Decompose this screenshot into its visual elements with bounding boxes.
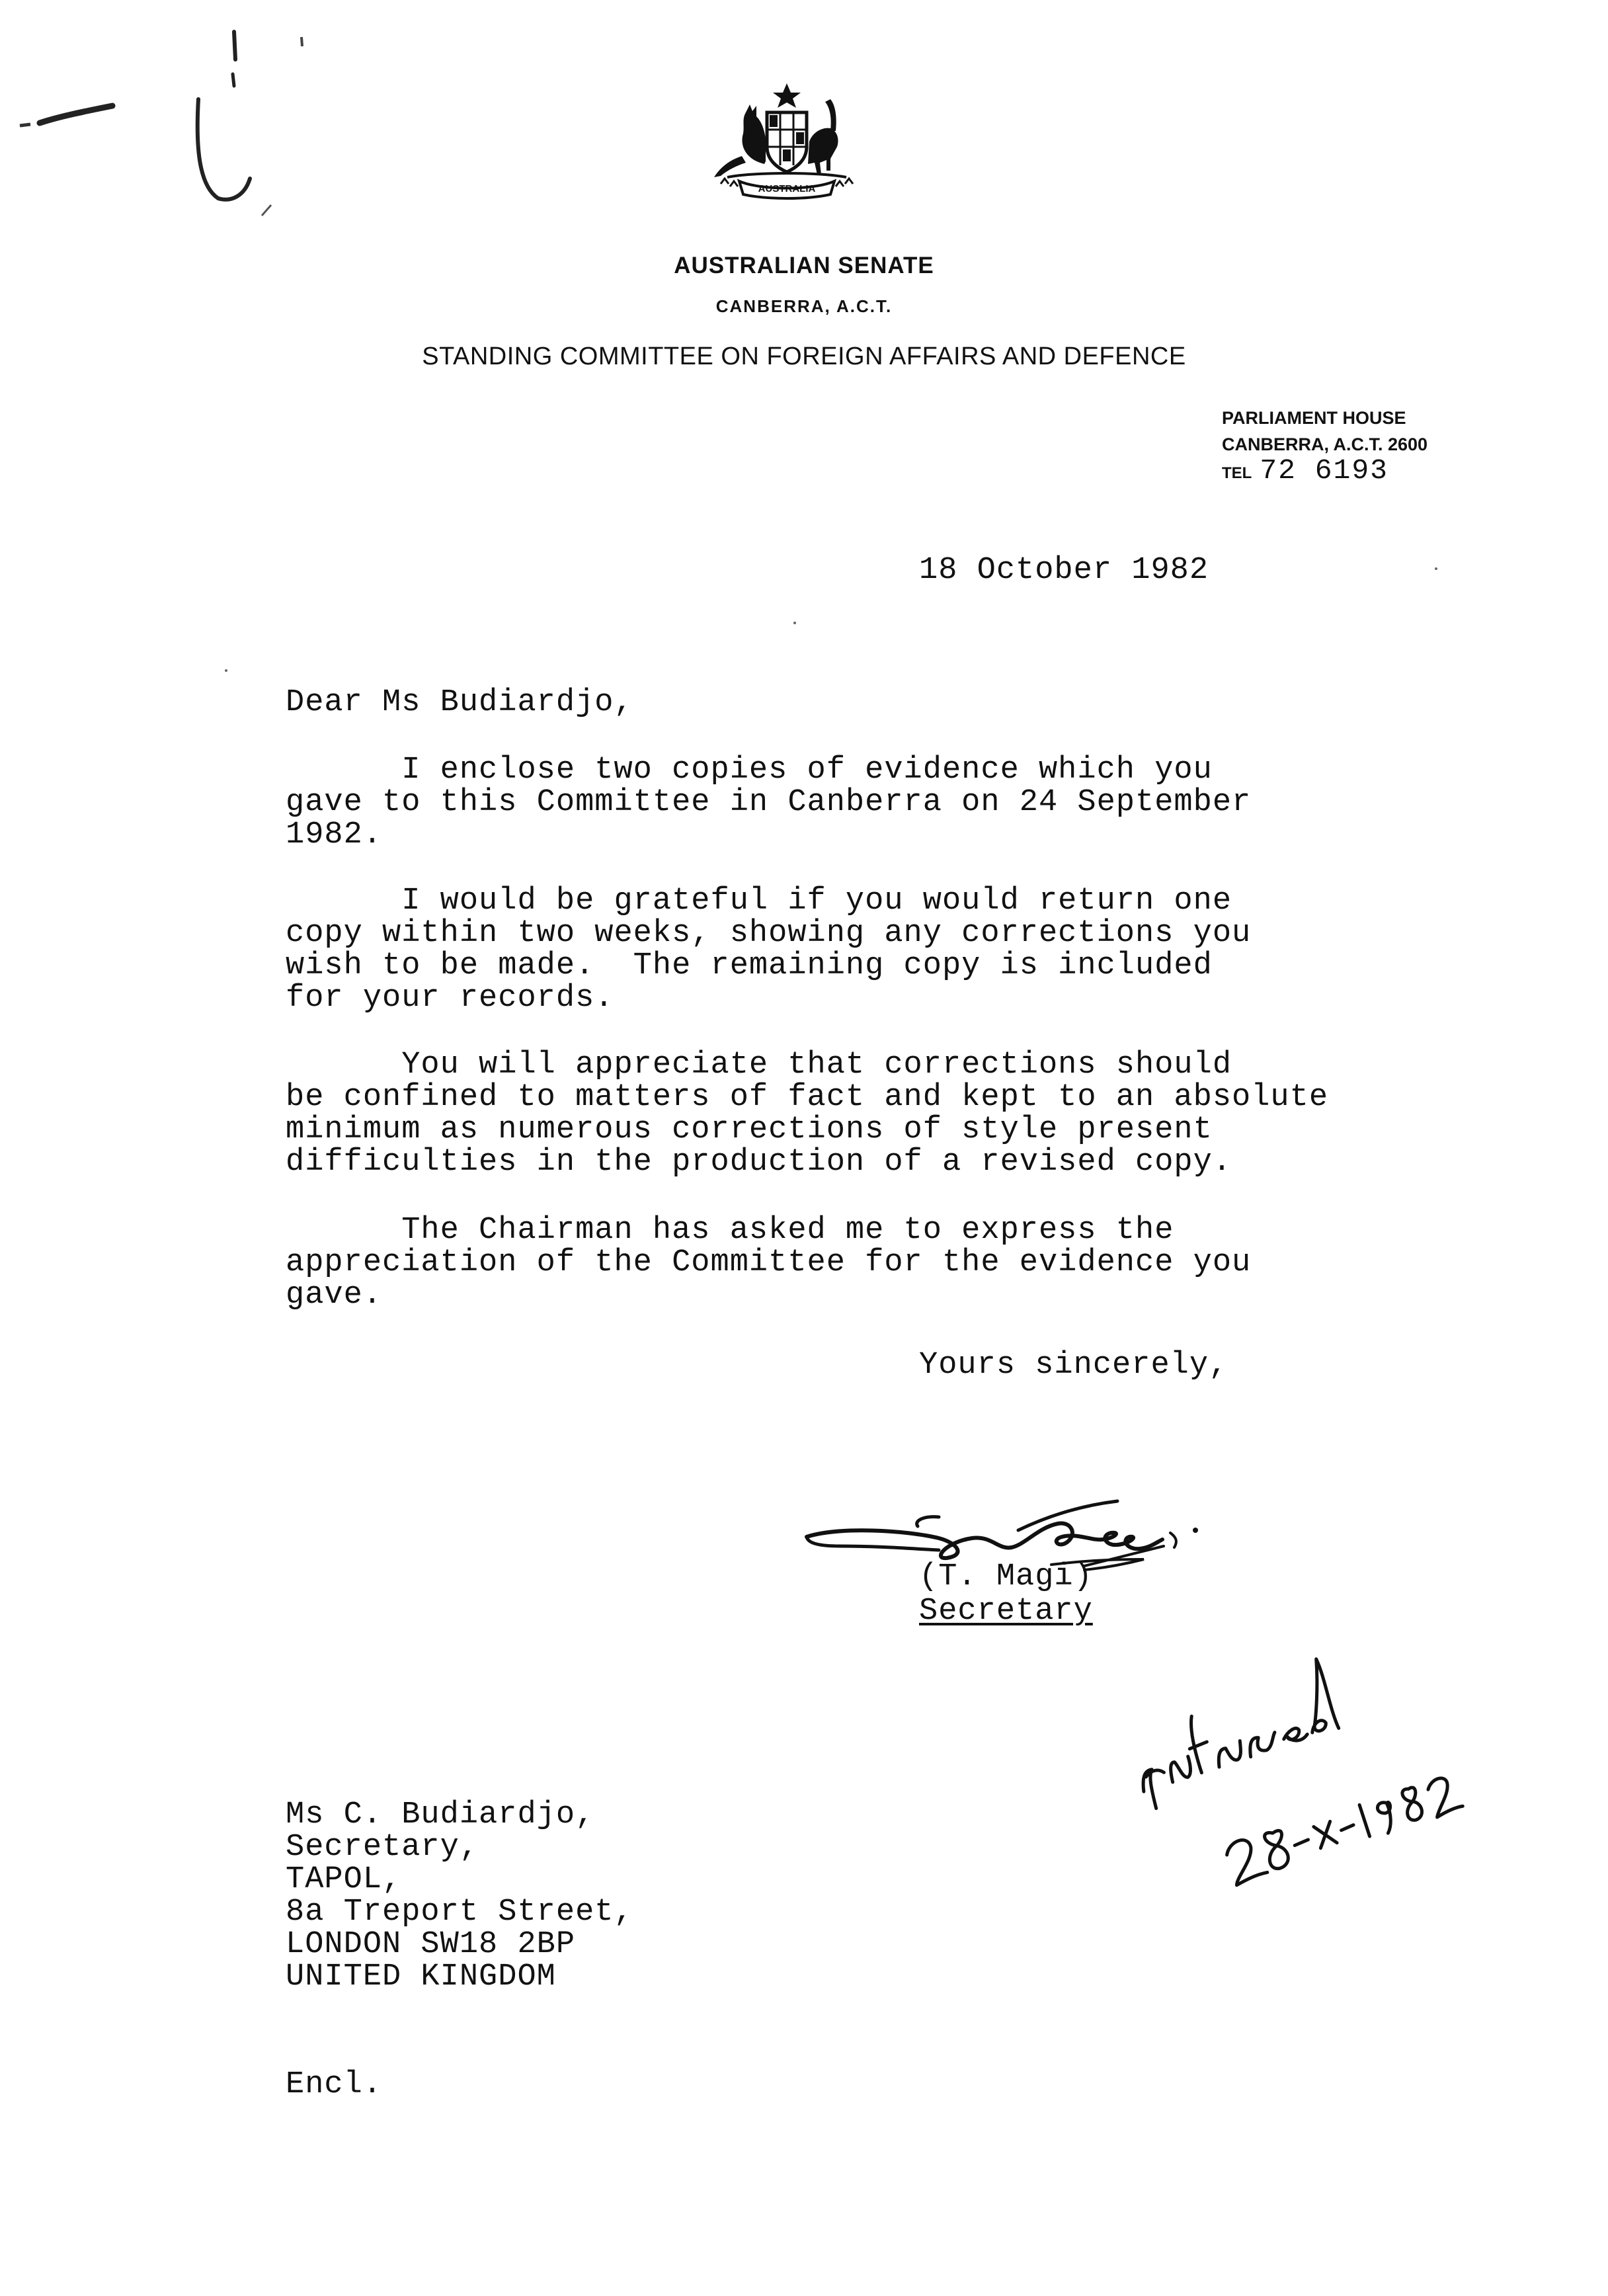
letterhead-title: AUSTRALIAN SENATE <box>674 253 934 278</box>
paragraph-line: difficulties in the production of a revised copy. <box>286 1145 1232 1180</box>
telephone-number: 72 6193 <box>1260 454 1388 487</box>
paragraph-line: The Chairman has asked me to express the <box>286 1213 1174 1248</box>
corner-pen-marks <box>0 0 304 238</box>
scan-speck <box>793 622 796 624</box>
body-paragraph <box>286 1214 1251 1311</box>
paragraph-line: 1982. <box>286 817 383 852</box>
paragraph-line: for your records. <box>286 981 614 1016</box>
paragraph-line: minimum as numerous corrections of style present <box>286 1112 1213 1147</box>
paragraph-line: wish to be made. The remaining copy is included <box>286 948 1213 983</box>
paragraph-line: I would be grateful if you would return one <box>286 883 1232 919</box>
crest-ribbon-text: AUSTRALIA <box>758 183 816 194</box>
scan-speck <box>225 669 227 672</box>
telephone <box>1222 454 1427 487</box>
body-paragraph <box>286 885 1251 1014</box>
paragraph-line: I enclose two copies of evidence which you <box>286 753 1213 788</box>
telephone-label: TEL <box>1222 464 1252 482</box>
letter-date: 18 October 1982 <box>919 553 1209 588</box>
body-paragraph <box>286 754 1251 851</box>
recipient-address <box>286 1799 633 1993</box>
recipient-line: UNITED KINGDOM <box>286 1959 556 1994</box>
paragraph-line: You will appreciate that corrections should <box>286 1047 1232 1083</box>
letterhead-city: CANBERRA, A.C.T. <box>715 296 893 316</box>
recipient-line: TAPOL, <box>286 1862 402 1897</box>
closing: Yours sincerely, <box>919 1348 1228 1383</box>
paragraph-line: gave. <box>286 1278 383 1313</box>
address-line: CANBERRA, A.C.T. 2600 <box>1222 434 1428 454</box>
sender-address <box>1222 405 1427 487</box>
body-paragraph <box>286 1049 1328 1178</box>
enclosure-note: Encl. <box>286 2067 383 2102</box>
paragraph-line: copy within two weeks, showing any corrections you <box>286 916 1252 951</box>
signatory-name: (T. Magi) <box>919 1559 1093 1594</box>
recipient-line: Ms C. Budiardjo, <box>286 1797 595 1832</box>
paragraph-line: gave to this Committee in Canberra on 24 September <box>286 785 1252 820</box>
salutation: Dear Ms Budiardjo, <box>286 685 633 720</box>
paragraph-line: be confined to matters of fact and kept to an absolute <box>286 1080 1329 1115</box>
handwritten-returned-note <box>1124 1627 1494 1905</box>
signatory-title: Secretary <box>919 1594 1093 1629</box>
scan-speck <box>1435 567 1437 570</box>
address-line: PARLIAMENT HOUSE <box>1222 408 1406 428</box>
committee-name: STANDING COMMITTEE ON FOREIGN AFFAIRS AND DEFENCE <box>422 343 1186 370</box>
handwritten-signature <box>800 1487 1223 1599</box>
paragraph-line: appreciation of the Committee for the evidence you <box>286 1245 1252 1280</box>
recipient-line: Secretary, <box>286 1830 479 1865</box>
coat-of-arms-emblem <box>701 78 873 201</box>
recipient-line: LONDON SW18 2BP <box>286 1927 576 1962</box>
recipient-line: 8a Treport Street, <box>286 1895 633 1930</box>
